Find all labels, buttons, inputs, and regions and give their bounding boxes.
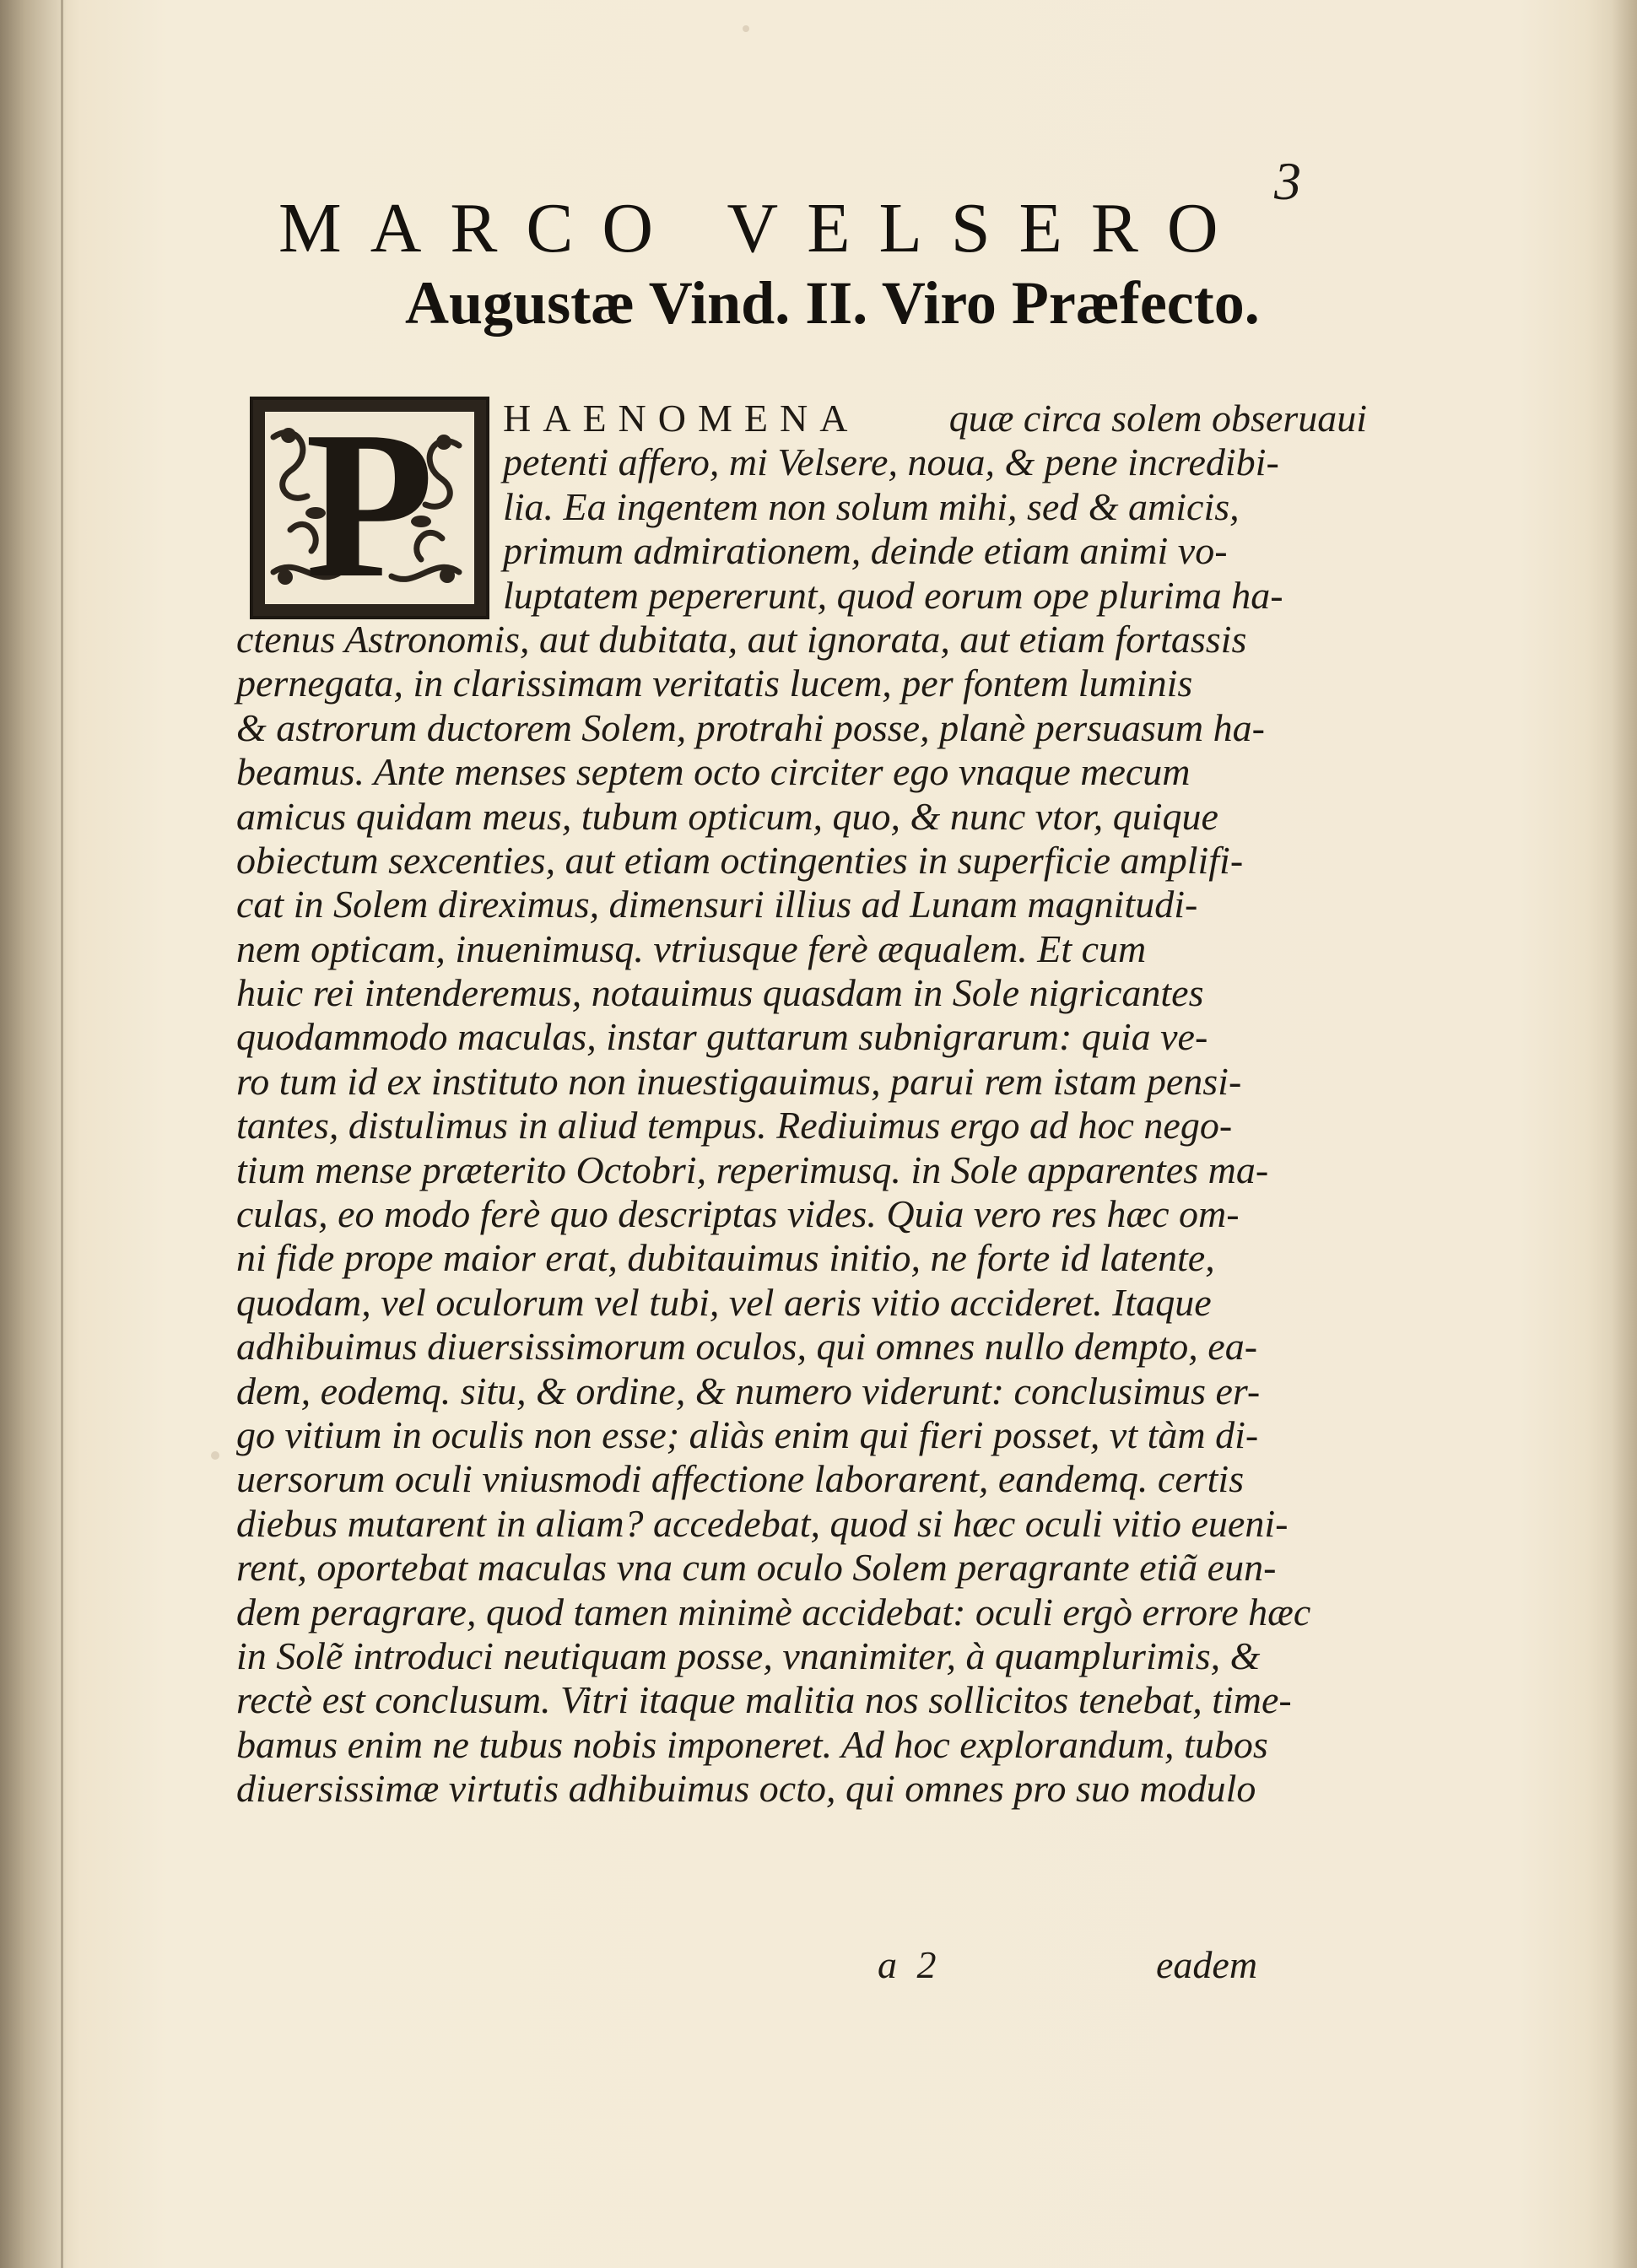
text-line: [236, 1767, 1367, 1811]
text-line: [236, 1236, 1367, 1280]
text-line: [236, 927, 1367, 971]
line-text: quodam, vel oculorum vel tubi, vel aeris vitio accideret. Itaque: [236, 1280, 1212, 1324]
text-line: [236, 1192, 1367, 1236]
line-text: diuersissimæ virtutis adhibuimus octo, qui omnes pro suo modulo: [236, 1767, 1256, 1811]
footer-row: [878, 1942, 1299, 1993]
text-line: [236, 662, 1367, 705]
text-line: [236, 883, 1367, 926]
text-line: [236, 397, 1367, 440]
line-text: quæ circa solem obseruaui: [948, 397, 1367, 440]
text-line: [236, 706, 1367, 750]
initial-word: HAENOMENA: [503, 397, 860, 440]
text-line: [236, 1723, 1367, 1767]
line-text: ni fide prope maior erat, dubitauimus initio, ne forte id latente,: [236, 1236, 1215, 1280]
text-line: [236, 1148, 1367, 1192]
line-text: rent, oportebat maculas vna cum oculo Solem peragrante etiã eun-: [236, 1546, 1277, 1590]
line-text: cat in Solem direximus, dimensuri illius ad Lunam magnitudi-: [236, 883, 1198, 926]
page-edge-shadow: [1612, 0, 1637, 2268]
text-line: [236, 1325, 1367, 1369]
text-line: [236, 440, 1367, 484]
line-text: diebus mutarent in aliam? accedebat, quod si hæc oculi vitio eueni-: [236, 1501, 1289, 1545]
line-text: ro tum id ex instituto non inuestigauimus, parui rem istam pensi-: [236, 1059, 1242, 1103]
line-text: pernegata, in clarissimam veritatis lucem, per fontem luminis: [236, 662, 1193, 705]
line-text: quodammodo maculas, instar guttarum subnigrarum: quia ve-: [236, 1015, 1208, 1059]
text-line: [236, 1060, 1367, 1104]
text-line: [236, 839, 1367, 883]
line-text: nem opticam, inuenimusq. vtriusque ferè æqualem. Et cum: [236, 926, 1147, 970]
line-text: adhibuimus diuersissimorum oculos, qui omnes nullo dempto, ea-: [236, 1325, 1258, 1369]
text-line: [236, 971, 1367, 1015]
line-text: amicus quidam meus, tubum opticum, quo, & nunc vtor, quique: [236, 794, 1218, 838]
text-line: [236, 1369, 1367, 1413]
text-line: [236, 618, 1367, 662]
text-line: [236, 1104, 1367, 1148]
body-text: [236, 388, 1367, 1812]
line-text: bamus enim ne tubus nobis imponeret. Ad hoc explorandum, tubos: [236, 1722, 1268, 1766]
page-subtitle: Augustæ Vind. II. Viro Præfecto.: [405, 269, 1260, 337]
line-text: primum admirationem, deinde etiam animi vo-: [503, 529, 1228, 573]
binding-gutter: [0, 0, 66, 2268]
text-line: [236, 1457, 1367, 1501]
text-line: [236, 1281, 1367, 1325]
page-title: MARCO VELSERO: [278, 189, 1247, 267]
line-text: tium mense præterito Octobri, reperimusq. in Sole apparentes ma-: [236, 1148, 1269, 1191]
line-text: obiectum sexcenties, aut etiam octingenties in superficie amplifi-: [236, 838, 1244, 882]
page-number: 3: [1274, 151, 1301, 211]
gutter-fold: [61, 0, 63, 2268]
ink-spot: [743, 25, 749, 32]
text-line: [236, 750, 1367, 794]
line-text: go vitium in oculis non esse; aliàs enim qui fieri posset, vt tàm di-: [236, 1412, 1259, 1456]
signature-mark: a 2: [878, 1943, 942, 1986]
text-line: [236, 1413, 1367, 1457]
line-text: huic rei intenderemus, notauimus quasdam in Sole nigricantes: [236, 971, 1204, 1015]
line-text: ctenus Astronomis, aut dubitata, aut ignorata, aut etiam fortassis: [236, 617, 1247, 661]
line-text: petenti affero, mi Velsere, noua, & pene incredibi-: [503, 440, 1279, 484]
text-line: [236, 795, 1367, 839]
line-text: dem peragrare, quod tamen minimè accidebat: oculi ergò errore hæc: [236, 1590, 1311, 1634]
line-text: lia. Ea ingentem non solum mihi, sed & amicis,: [503, 484, 1240, 528]
line-text: beamus. Ante menses septem octo circiter ego vnaque mecum: [236, 750, 1191, 794]
line-text: uersorum oculi vniusmodi affectione laborarent, eandemq. certis: [236, 1457, 1245, 1501]
line-text: culas, eo modo ferè quo descriptas vides. Quia vero res hæc om-: [236, 1192, 1240, 1236]
initial-letter: P: [305, 388, 435, 622]
text-line: [236, 485, 1367, 529]
text-line: [236, 529, 1367, 573]
line-text: rectè est conclusum. Vitri itaque malitia nos sollicitos tenebat, time-: [236, 1678, 1292, 1722]
text-line: [236, 574, 1367, 618]
line-text: & astrorum ductorem Solem, protrahi posse, planè persuasum ha-: [236, 705, 1265, 749]
catchword: eadem: [1156, 1943, 1258, 1986]
text-line: [236, 1546, 1367, 1590]
line-text: in Solẽ introduci neutiquam posse, vnanimiter, à quamplurimis, &: [236, 1634, 1261, 1677]
line-text: dem, eodemq. situ, & ordine, & numero viderunt: conclusimus er-: [236, 1369, 1261, 1412]
line-text: luptatem pepererunt, quod eorum ope plurima ha-: [503, 573, 1283, 617]
text-line: [236, 1590, 1367, 1634]
text-line: [236, 1634, 1367, 1678]
text-line: [236, 1502, 1367, 1546]
text-line: [236, 1678, 1367, 1722]
text-line: [236, 1015, 1367, 1059]
line-text: tantes, distulimus in aliud tempus. Rediuimus ergo ad hoc nego-: [236, 1104, 1233, 1148]
ink-spot: [211, 1451, 219, 1460]
